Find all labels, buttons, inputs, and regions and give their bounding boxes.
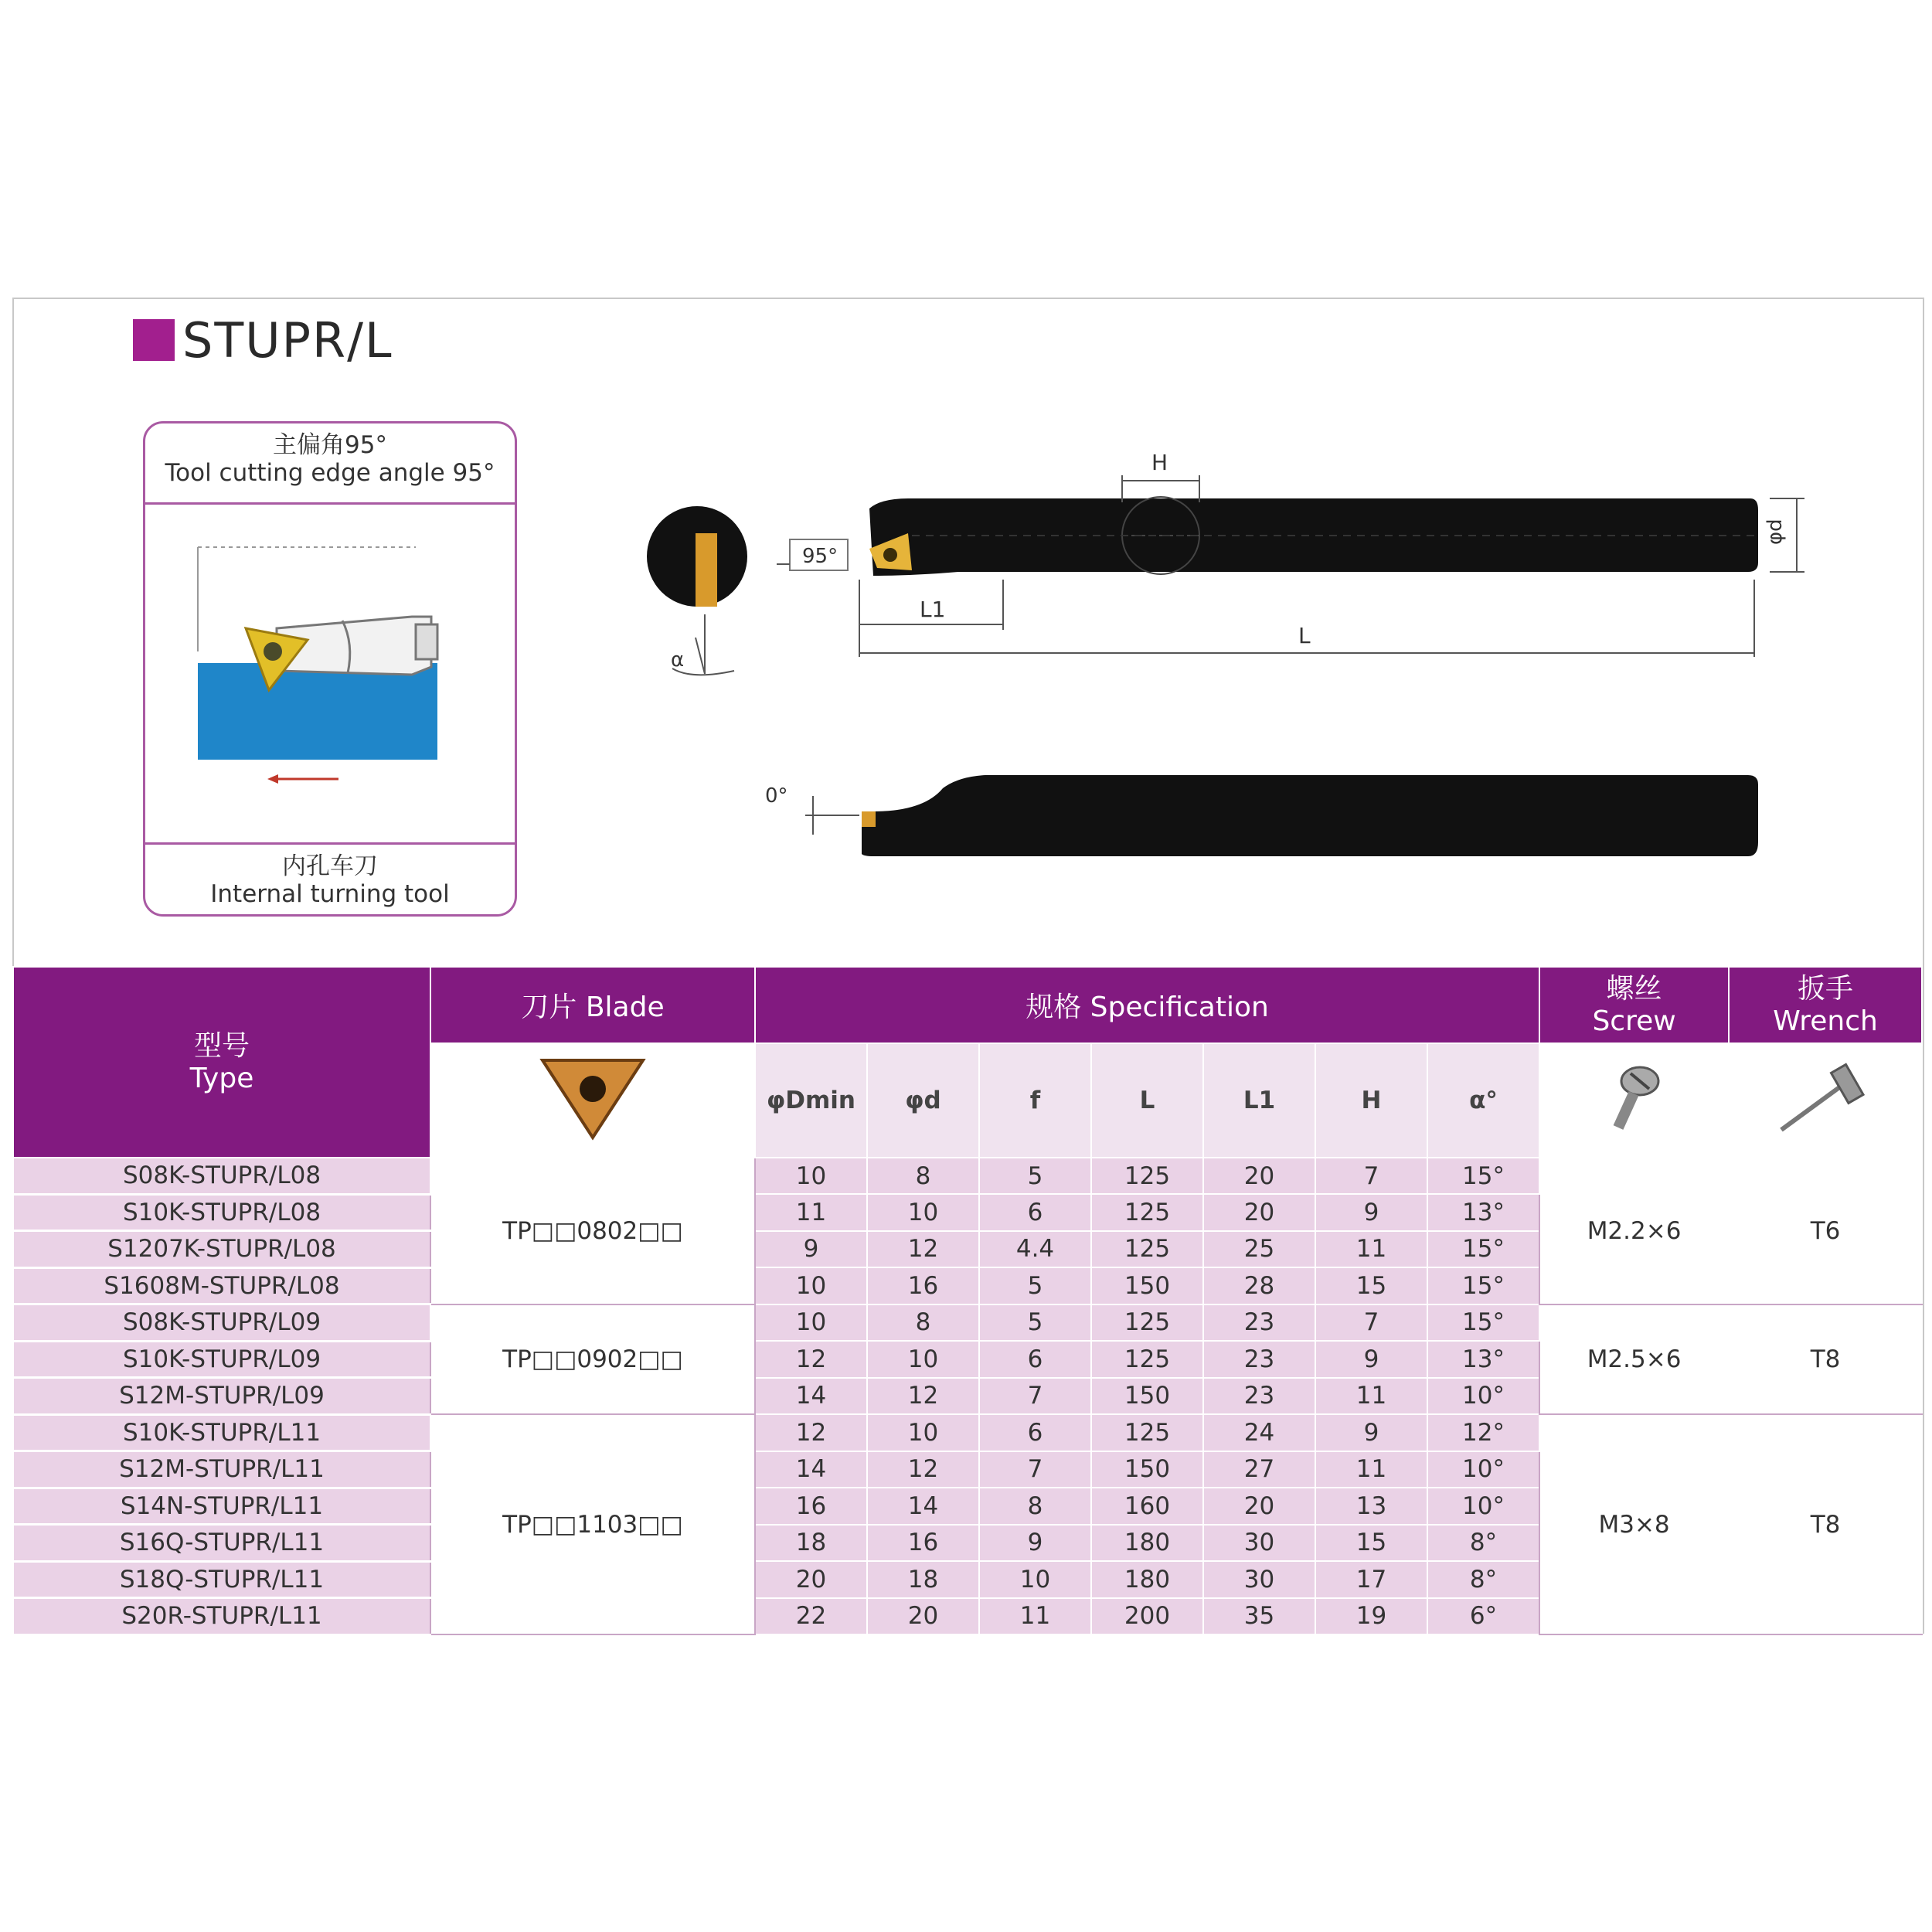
spec-cell: 8° [1427, 1561, 1539, 1598]
type-cell: S12M-STUPR/L11 [13, 1451, 430, 1488]
title-marker [133, 319, 175, 361]
spec-cell: 18 [867, 1561, 979, 1598]
spec-cell: 200 [1091, 1598, 1203, 1635]
tool-bar-side [862, 775, 1758, 856]
spec-cell: 10 [979, 1561, 1091, 1598]
spec-cell: 19 [1315, 1598, 1427, 1635]
sub-header-d: φd [867, 1043, 979, 1158]
blade-cell: TP□□0802□□ [430, 1158, 755, 1304]
header-wrench-en: Wrench [1773, 1005, 1878, 1037]
blade-cell: TP□□1103□□ [430, 1414, 755, 1634]
spec-cell: 125 [1091, 1194, 1203, 1231]
spec-cell: 10 [755, 1304, 867, 1342]
spec-cell: 125 [1091, 1158, 1203, 1194]
end-view-insert [696, 533, 717, 607]
type-cell: S14N-STUPR/L11 [13, 1488, 430, 1525]
angle-label: 95° [802, 545, 838, 568]
spec-body [13, 1158, 1922, 1634]
spec-cell: 20 [867, 1598, 979, 1635]
table-row [13, 1414, 1922, 1451]
spec-cell: 23 [1203, 1304, 1315, 1342]
type-cell: S16Q-STUPR/L11 [13, 1525, 430, 1562]
spec-cell: 20 [755, 1561, 867, 1598]
spec-cell: 16 [755, 1488, 867, 1525]
spec-cell: 180 [1091, 1561, 1203, 1598]
spec-cell: 125 [1091, 1231, 1203, 1268]
type-cell: S18Q-STUPR/L11 [13, 1561, 430, 1598]
type-cell: S10K-STUPR/L09 [13, 1341, 430, 1378]
spec-cell: 10° [1427, 1378, 1539, 1415]
spec-cell: 20 [1203, 1488, 1315, 1525]
sub-header-alpha: α° [1427, 1043, 1539, 1158]
spec-cell: 9 [1315, 1341, 1427, 1378]
spec-cell: 22 [755, 1598, 867, 1635]
type-cell: S20R-STUPR/L11 [13, 1598, 430, 1635]
spec-cell: 10 [867, 1414, 979, 1451]
spec-cell: 15° [1427, 1267, 1539, 1304]
info-card [143, 421, 517, 917]
spec-cell: 5 [979, 1267, 1091, 1304]
card-footer [145, 842, 515, 914]
boring-illustration [145, 505, 515, 837]
spec-cell: 14 [867, 1488, 979, 1525]
spec-cell: 6° [1427, 1598, 1539, 1635]
type-cell: S08K-STUPR/L08 [13, 1158, 430, 1194]
spec-cell: 150 [1091, 1378, 1203, 1415]
spec-cell: 28 [1203, 1267, 1315, 1304]
spec-cell: 15 [1315, 1267, 1427, 1304]
spec-cell: 17 [1315, 1561, 1427, 1598]
wrench-icon-cell [1729, 1043, 1922, 1158]
sub-header-h: H [1315, 1043, 1427, 1158]
type-cell: S10K-STUPR/L08 [13, 1194, 430, 1231]
spec-cell: 20 [1203, 1194, 1315, 1231]
zero-angle-label: 0° [765, 784, 788, 808]
spec-cell: 13° [1427, 1194, 1539, 1231]
spec-cell: 10 [867, 1194, 979, 1231]
table-row [13, 1304, 1922, 1342]
spec-cell: 5 [979, 1304, 1091, 1342]
spec-cell: 27 [1203, 1451, 1315, 1488]
spec-cell: 8° [1427, 1525, 1539, 1562]
spec-cell: 10° [1427, 1488, 1539, 1525]
header-wrench [1729, 967, 1922, 1043]
type-cell: S12M-STUPR/L09 [13, 1378, 430, 1415]
spec-cell: 14 [755, 1451, 867, 1488]
spec-cell: 9 [1315, 1194, 1427, 1231]
spec-cell: 16 [867, 1267, 979, 1304]
tool-type-en: Internal turning tool [210, 880, 450, 908]
spec-cell: 10 [755, 1267, 867, 1304]
blade-icon-cell [430, 1043, 755, 1158]
tool-end-cap [416, 624, 437, 659]
spec-cell: 4.4 [979, 1231, 1091, 1268]
spec-cell: 20 [1203, 1158, 1315, 1194]
spec-cell: 150 [1091, 1451, 1203, 1488]
spec-cell: 15° [1427, 1304, 1539, 1342]
spec-cell: 8 [867, 1304, 979, 1342]
spec-cell: 12 [867, 1451, 979, 1488]
spec-cell: 15° [1427, 1158, 1539, 1194]
sub-header-f: f [979, 1043, 1091, 1158]
header-type-en: Type [189, 1062, 254, 1094]
spec-cell: 125 [1091, 1414, 1203, 1451]
cutting-angle-cn: 主偏角95° [273, 431, 387, 459]
spec-cell: 10 [755, 1158, 867, 1194]
spec-cell: 11 [1315, 1378, 1427, 1415]
wrench-cell: T8 [1729, 1414, 1922, 1634]
spec-cell: 160 [1091, 1488, 1203, 1525]
spec-cell: 180 [1091, 1525, 1203, 1562]
l-label: L [1298, 623, 1311, 648]
spec-cell: 15 [1315, 1525, 1427, 1562]
header-type [13, 967, 430, 1158]
sub-header-l: L [1091, 1043, 1203, 1158]
spec-cell: 24 [1203, 1414, 1315, 1451]
spec-cell: 30 [1203, 1561, 1315, 1598]
spec-cell: 12 [755, 1414, 867, 1451]
spec-cell: 14 [755, 1378, 867, 1415]
blade-insert-icon [539, 1056, 647, 1141]
spec-cell: 9 [1315, 1414, 1427, 1451]
h-label: H [1151, 450, 1168, 475]
side-insert [862, 811, 876, 827]
tool-bar-top [869, 498, 1758, 576]
workpiece-block [198, 663, 437, 760]
spec-cell: 9 [755, 1231, 867, 1268]
spec-cell: 6 [979, 1414, 1091, 1451]
spec-cell: 11 [1315, 1451, 1427, 1488]
screw-cell: M2.2×6 [1539, 1158, 1729, 1304]
blade-cell: TP□□0902□□ [430, 1304, 755, 1415]
tool-diagram [618, 433, 1824, 866]
spec-cell: 12 [867, 1231, 979, 1268]
spec-cell: 11 [979, 1598, 1091, 1635]
spec-cell: 12 [755, 1341, 867, 1378]
spec-cell: 10° [1427, 1451, 1539, 1488]
screw-cell: M2.5×6 [1539, 1304, 1729, 1415]
spec-cell: 8 [867, 1158, 979, 1194]
spec-cell: 11 [755, 1194, 867, 1231]
sub-header-dmin: φDmin [755, 1043, 867, 1158]
spec-cell: 35 [1203, 1598, 1315, 1635]
spec-cell: 13 [1315, 1488, 1427, 1525]
spec-cell: 18 [755, 1525, 867, 1562]
spec-cell: 7 [979, 1451, 1091, 1488]
alpha-line-tilted [696, 638, 705, 674]
tool-type-cn: 内孔车刀 [282, 852, 378, 880]
spec-cell: 150 [1091, 1267, 1203, 1304]
spec-cell: 12 [867, 1378, 979, 1415]
type-cell: S1608M-STUPR/L08 [13, 1267, 430, 1304]
header-wrench-cn: 扳手 [1798, 972, 1854, 1005]
spec-cell: 8 [979, 1488, 1091, 1525]
header-screw-cn: 螺丝 [1606, 972, 1662, 1005]
spec-cell: 5 [979, 1158, 1091, 1194]
wrench-cell: T8 [1729, 1304, 1922, 1415]
spec-cell: 7 [1315, 1158, 1427, 1194]
spec-cell: 23 [1203, 1341, 1315, 1378]
header-screw [1539, 967, 1729, 1043]
header-type-cn: 型号 [193, 1029, 250, 1062]
feed-arrow-head [267, 774, 278, 784]
spec-cell: 16 [867, 1525, 979, 1562]
card-header [145, 423, 515, 505]
bar-insert-hole [883, 548, 897, 562]
screw-icon [1607, 1064, 1662, 1134]
spec-cell: 10 [867, 1341, 979, 1378]
spec-cell: 9 [979, 1525, 1091, 1562]
d-label: φd [1764, 519, 1787, 545]
spec-cell: 12° [1427, 1414, 1539, 1451]
spec-cell: 6 [979, 1194, 1091, 1231]
spec-cell: 15° [1427, 1231, 1539, 1268]
spec-cell: 25 [1203, 1231, 1315, 1268]
header-screw-en: Screw [1592, 1005, 1676, 1037]
insert-hole [264, 642, 282, 661]
type-cell: S08K-STUPR/L09 [13, 1304, 430, 1342]
header-spec: 规格 Specification [755, 967, 1539, 1043]
spec-cell: 7 [1315, 1304, 1427, 1342]
table-row [13, 1158, 1922, 1194]
title-block [133, 311, 393, 369]
screw-cell: M3×8 [1539, 1414, 1729, 1634]
spec-cell: 13° [1427, 1341, 1539, 1378]
wrench-icon [1775, 1060, 1876, 1138]
spec-cell: 125 [1091, 1341, 1203, 1378]
spec-cell: 7 [979, 1378, 1091, 1415]
header-blade: 刀片 Blade [430, 967, 755, 1043]
cutting-angle-en: Tool cutting edge angle 95° [165, 459, 495, 487]
spec-cell: 23 [1203, 1378, 1315, 1415]
page-title: STUPR/L [182, 311, 393, 369]
spec-cell: 30 [1203, 1525, 1315, 1562]
wrench-cell: T6 [1729, 1158, 1922, 1304]
type-cell: S1207K-STUPR/L08 [13, 1231, 430, 1268]
spec-cell: 6 [979, 1341, 1091, 1378]
spec-cell: 11 [1315, 1231, 1427, 1268]
spec-cell: 125 [1091, 1304, 1203, 1342]
alpha-label: α [671, 648, 685, 672]
type-cell: S10K-STUPR/L11 [13, 1414, 430, 1451]
screw-icon-cell [1539, 1043, 1729, 1158]
l1-label: L1 [920, 597, 946, 622]
spec-table [12, 966, 1923, 1636]
sub-header-l1: L1 [1203, 1043, 1315, 1158]
